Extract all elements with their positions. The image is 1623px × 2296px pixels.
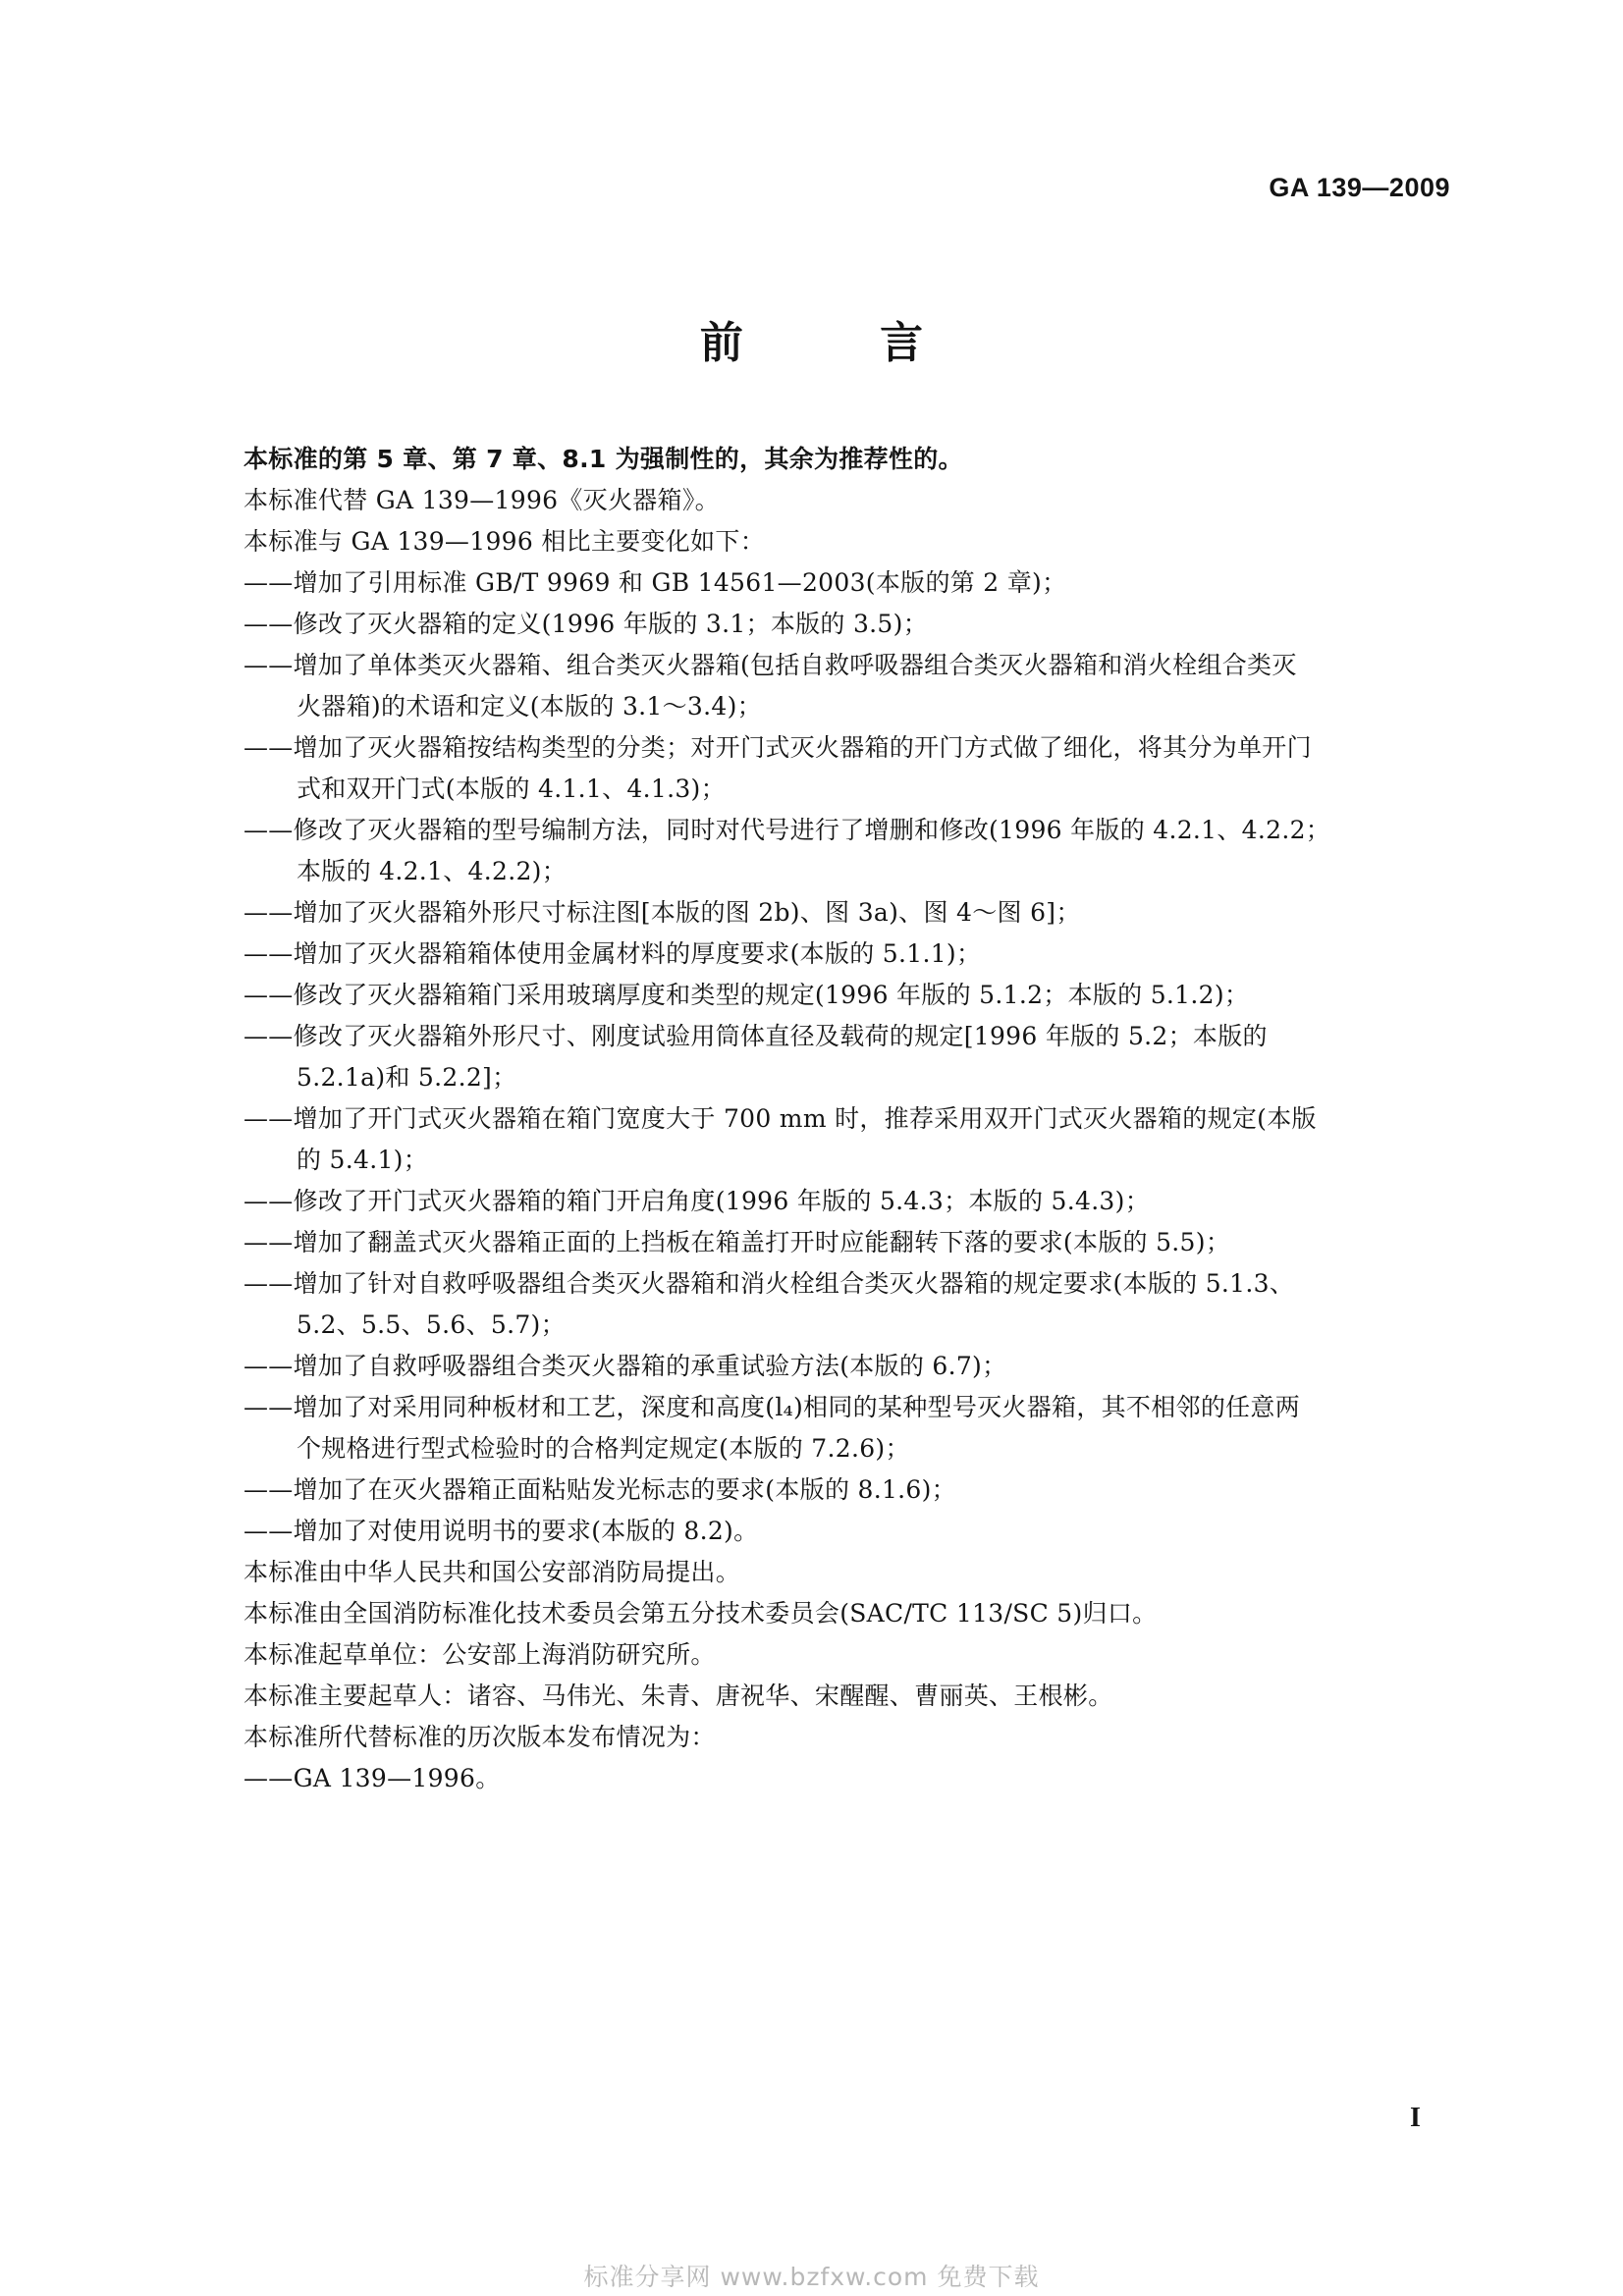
replacement-statement: 本标准代替 GA 139—1996《灭火器箱》。 xyxy=(243,486,720,514)
list-item-continuation: 的 5.4.1)； xyxy=(297,1146,429,1174)
list-item xyxy=(243,934,1453,975)
list-item-line: ——增加了灭火器箱箱体使用金属材料的厚度要求(本版的 5.1.1)； xyxy=(243,939,982,968)
list-item-continuation: 5.2.1a)和 5.2.2]； xyxy=(297,1063,517,1092)
list-item-line: ——增加了灭火器箱外形尺寸标注图[本版的图 2b)、图 3a)、图 4～图 6]； xyxy=(243,898,1081,927)
foreword-body xyxy=(243,439,1453,1799)
standard-number: GA 139—2009 xyxy=(1269,173,1450,202)
previous-editions-intro: 本标准所代替标准的历次版本发布情况为： xyxy=(243,1723,716,1751)
list-item xyxy=(243,1263,1453,1346)
list-item-continuation: 个规格进行型式检验时的合格判定规定(本版的 7.2.6)； xyxy=(297,1434,910,1463)
list-item-line: ——修改了灭火器箱箱门采用玻璃厚度和类型的规定(1996 年版的 5.1.2；本版的 5.1.2)； xyxy=(243,981,1250,1009)
list-item xyxy=(243,1098,1453,1181)
list-item xyxy=(243,1511,1453,1552)
list-item-line: ——增加了翻盖式灭火器箱正面的上挡板在箱盖打开时应能翻转下落的要求(本版的 5.5)； xyxy=(243,1228,1231,1256)
list-item xyxy=(243,810,1453,892)
list-item-line: ——修改了灭火器箱的定义(1996 年版的 3.1；本版的 3.5)； xyxy=(243,610,928,638)
list-item-line: ——增加了对使用说明书的要求(本版的 8.2)。 xyxy=(243,1517,759,1545)
list-item-line: ——增加了自救呼吸器组合类灭火器箱的承重试验方法(本版的 6.7)； xyxy=(243,1352,1007,1380)
list-item xyxy=(243,892,1453,934)
list-item xyxy=(243,975,1453,1016)
list-item-line: ——增加了灭火器箱按结构类型的分类；对开门式灭火器箱的开门方式做了细化，将其分为单开门 xyxy=(243,733,1312,762)
list-item-line: ——增加了针对自救呼吸器组合类灭火器箱和消火栓组合类灭火器箱的规定要求(本版的 5.1.3、 xyxy=(243,1269,1295,1298)
list-item xyxy=(243,727,1453,810)
list-item-line: ——增加了在灭火器箱正面粘贴发光标志的要求(本版的 8.1.6)； xyxy=(243,1475,956,1504)
list-item xyxy=(243,1016,1453,1098)
list-item xyxy=(243,1469,1453,1511)
list-item xyxy=(243,1346,1453,1387)
list-item xyxy=(243,1181,1453,1222)
list-item xyxy=(243,604,1453,645)
list-item-line: ——增加了引用标准 GB/T 9969 和 GB 14561—2003(本版的第 2 章)； xyxy=(243,568,1067,597)
changes-intro: 本标准与 GA 139—1996 相比主要变化如下： xyxy=(243,527,766,556)
mandatory-clause-statement: 本标准的第 5 章、第 7 章、8.1 为强制性的，其余为推荐性的。 xyxy=(243,445,963,473)
list-item-continuation: 火器箱)的术语和定义(本版的 3.1～3.4)； xyxy=(297,692,762,721)
proposer-statement: 本标准由中华人民共和国公安部消防局提出。 xyxy=(243,1558,741,1586)
list-item-continuation: 本版的 4.2.1、4.2.2)； xyxy=(297,857,568,885)
page-title: 前 言 xyxy=(699,318,985,368)
drafters-statement: 本标准主要起草人：诸容、马伟光、朱青、唐祝华、宋醒醒、曹丽英、王根彬。 xyxy=(243,1682,1113,1710)
list-item xyxy=(243,1387,1453,1469)
list-item-line: ——修改了灭火器箱外形尺寸、刚度试验用筒体直径及载荷的规定[1996 年版的 5.2；本版的 xyxy=(243,1022,1268,1050)
list-item-line: ——增加了单体类灭火器箱、组合类灭火器箱(包括自救呼吸器组合类灭火器箱和消火栓组合类灭 xyxy=(243,651,1297,679)
list-item xyxy=(243,645,1453,727)
changes-list xyxy=(243,562,1453,1552)
list-item-continuation: 5.2、5.5、5.6、5.7)； xyxy=(297,1310,566,1339)
list-item-line: ——修改了灭火器箱的型号编制方法，同时对代号进行了增删和修改(1996 年版的 4.2.1、4.2.2； xyxy=(243,816,1331,844)
list-item-line: ——修改了开门式灭火器箱的箱门开启角度(1996 年版的 5.4.3；本版的 5.4.3)； xyxy=(243,1187,1150,1215)
drafting-unit-statement: 本标准起草单位：公安部上海消防研究所。 xyxy=(243,1640,716,1669)
page-number: I xyxy=(1410,2103,1421,2133)
technical-committee-statement: 本标准由全国消防标准化技术委员会第五分技术委员会(SAC/TC 113/SC 5)归口。 xyxy=(243,1599,1158,1628)
list-item xyxy=(243,1222,1453,1263)
list-item xyxy=(243,562,1453,604)
list-item-line: ——增加了对采用同种板材和工艺，深度和高度(l₄)相同的某种型号灭火器箱，其不相邻的任意两 xyxy=(243,1393,1301,1421)
watermark-text: 标准分享网 www.bzfxw.com 免费下载 xyxy=(583,2263,1040,2291)
list-item-continuation: 式和双开门式(本版的 4.1.1、4.1.3)； xyxy=(297,774,726,803)
list-item-line: ——增加了开门式灭火器箱在箱门宽度大于 700 mm 时，推荐采用双开门式灭火器箱的规定(本版 xyxy=(243,1104,1317,1133)
previous-edition-item: ——GA 139—1996。 xyxy=(243,1764,501,1792)
